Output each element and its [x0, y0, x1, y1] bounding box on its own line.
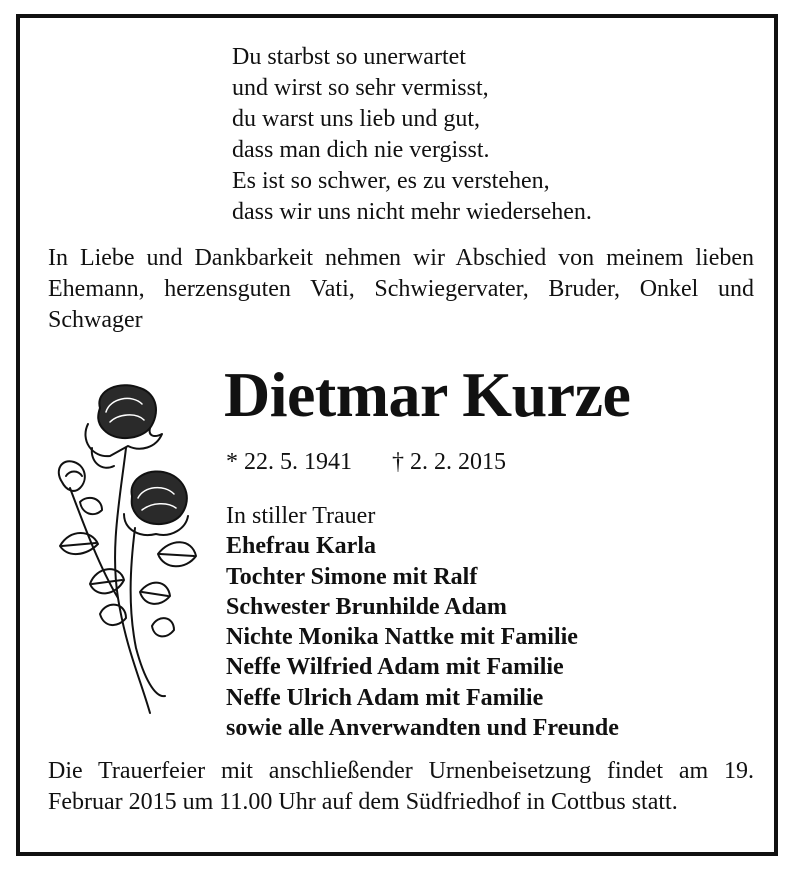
poem-line: Es ist so schwer, es zu verstehen,	[232, 168, 550, 194]
mourner-line: Neffe Ulrich Adam mit Familie	[226, 684, 544, 711]
funeral-information: Die Trauerfeier mit anschließender Urnenbeisetzung findet am 19. Februar 2015 um 11.00 Uhr auf dem Südfriedhof in Cottbus statt.	[48, 758, 754, 815]
poem-line: dass wir uns nicht mehr wiedersehen.	[232, 199, 592, 225]
mourner-line: Schwester Brunhilde Adam	[226, 593, 507, 620]
mourners-list	[226, 501, 619, 743]
birth-date: * 22. 5. 1941	[226, 449, 352, 475]
memorial-poem	[232, 42, 592, 228]
death-date: † 2. 2. 2015	[392, 449, 506, 475]
mourner-line: Tochter Simone mit Ralf	[226, 563, 478, 590]
deceased-name: Dietmar Kurze	[224, 359, 631, 430]
poem-line: du warst uns lieb und gut,	[232, 106, 480, 132]
poem-line: Du starbst so unerwartet	[232, 44, 466, 70]
mourners-heading: In stiller Trauer	[226, 503, 376, 529]
poem-line: und wirst so sehr vermisst,	[232, 75, 489, 101]
mourner-line: Ehefrau Karla	[226, 533, 376, 560]
mourner-line: Nichte Monika Nattke mit Familie	[226, 624, 578, 651]
farewell-intro: In Liebe und Dankbarkeit nehmen wir Abschied von meinem lieben Ehemann, herzensguten Vati, Schwiegervater, Bruder, Onkel und Schwager	[48, 245, 754, 333]
mourner-line: sowie alle Anverwandten und Freunde	[226, 715, 619, 742]
life-dates	[226, 449, 506, 476]
poem-line: dass man dich nie vergisst.	[232, 137, 490, 163]
rose-illustration-icon	[40, 378, 200, 723]
mourner-line: Neffe Wilfried Adam mit Familie	[226, 654, 564, 681]
